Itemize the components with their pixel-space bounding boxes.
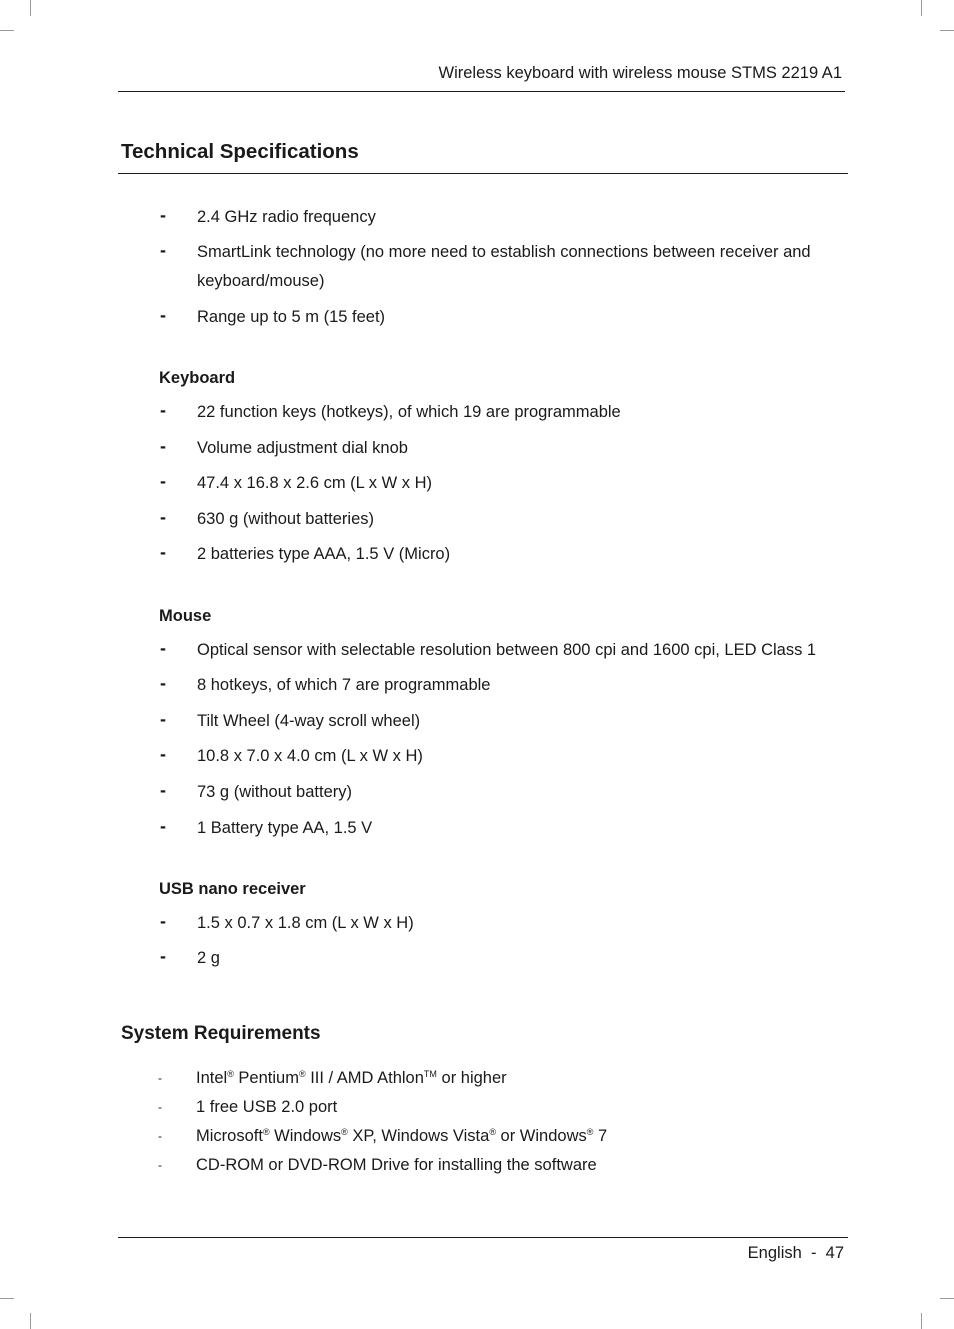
- subheading-mouse: Mouse: [159, 607, 212, 625]
- list-item: [159, 673, 829, 700]
- bullet-dash: -: [160, 638, 166, 658]
- requirement-item: [158, 1096, 828, 1118]
- subheading-usb-nano-receiver: USB nano receiver: [159, 880, 306, 898]
- list-item: [159, 400, 829, 427]
- list-item-text: 10.8 x 7.0 x 4.0 cm (L x W x H): [197, 747, 423, 765]
- bullet-dash: -: [160, 946, 166, 966]
- list-item: [159, 780, 829, 807]
- bullet-dash: -: [158, 1129, 162, 1143]
- requirement-item: [158, 1125, 828, 1147]
- section-title-rule: [118, 173, 848, 174]
- requirement-text-os: [196, 1127, 607, 1145]
- list-item: [159, 744, 829, 771]
- footer-rule: [118, 1237, 848, 1238]
- registered-mark: ®: [586, 1127, 594, 1137]
- footer-language: English: [747, 1244, 802, 1262]
- bullet-dash: -: [160, 205, 166, 225]
- crop-mark: [30, 0, 31, 16]
- bullet-dash: -: [160, 436, 166, 456]
- list-item-text: 73 g (without battery): [197, 783, 352, 801]
- registered-mark: ®: [298, 1069, 306, 1079]
- list-item-text: 47.4 x 16.8 x 2.6 cm (L x W x H): [197, 474, 433, 492]
- requirement-text-usb: 1 free USB 2.0 port: [196, 1098, 338, 1116]
- bullet-dash: -: [160, 816, 166, 836]
- crop-mark: [921, 0, 922, 16]
- list-item: [159, 240, 829, 296]
- text-or-higher: or higher: [441, 1069, 507, 1087]
- text-windows: Windows: [274, 1127, 342, 1145]
- bullet-dash: -: [160, 744, 166, 764]
- list-item: [159, 911, 829, 938]
- bullet-dash: -: [160, 471, 166, 491]
- list-item-text: 22 function keys (hotkeys), of which 19 are programmable: [197, 403, 621, 421]
- text-or-windows: or Windows: [500, 1127, 587, 1145]
- text-microsoft: Microsoft: [196, 1127, 263, 1145]
- bullet-dash: -: [160, 911, 166, 931]
- list-item: [159, 816, 829, 843]
- bullet-dash: -: [160, 542, 166, 562]
- list-item-text: 2.4 GHz radio frequency: [197, 208, 376, 226]
- text-seven: 7: [597, 1127, 608, 1145]
- subheading-keyboard: Keyboard: [159, 369, 236, 387]
- requirement-text-cpu: [196, 1069, 507, 1087]
- footer-separator: -: [810, 1244, 817, 1262]
- list-item-text: Optical sensor with selectable resolution between 800 cpi and 1600 cpi, LED Class 1: [197, 641, 817, 659]
- registered-mark: ®: [489, 1127, 496, 1137]
- list-item-text: 2 g: [197, 949, 220, 967]
- list-item: [159, 436, 829, 463]
- list-item: [159, 205, 829, 232]
- header-rule: [118, 91, 845, 92]
- list-item-text: SmartLink technology (no more need to establish connections between receiver and keyboard/mouse): [197, 243, 811, 290]
- bullet-dash: -: [160, 507, 166, 527]
- list-item-text: 1 Battery type AA, 1.5 V: [197, 819, 373, 837]
- requirement-item: [158, 1067, 828, 1089]
- crop-mark: [940, 30, 954, 31]
- list-item-text: Volume adjustment dial knob: [197, 439, 408, 457]
- crop-mark: [30, 1313, 31, 1329]
- page-number: 47: [825, 1244, 844, 1262]
- list-item-text: Tilt Wheel (4-way scroll wheel): [197, 712, 421, 730]
- list-item-text: 1.5 x 0.7 x 1.8 cm (L x W x H): [197, 914, 414, 932]
- crop-mark: [940, 1298, 954, 1299]
- list-item-text: Range up to 5 m (15 feet): [197, 308, 386, 326]
- crop-mark: [0, 1298, 14, 1299]
- bullet-dash: -: [160, 305, 166, 325]
- list-item-text: 8 hotkeys, of which 7 are programmable: [197, 676, 491, 694]
- text-amd-athlon: III / AMD Athlon: [310, 1069, 424, 1087]
- text-pentium: Pentium: [238, 1069, 299, 1087]
- trademark-mark: TM: [423, 1069, 437, 1079]
- list-item-text: 630 g (without batteries): [197, 510, 375, 528]
- list-item: [159, 471, 829, 498]
- page-footer: [748, 1242, 844, 1264]
- list-item: [159, 946, 829, 973]
- list-item: [159, 638, 829, 665]
- bullet-dash: -: [160, 709, 166, 729]
- running-header: Wireless keyboard with wireless mouse STMS 2219 A1: [438, 64, 842, 82]
- bullet-dash: -: [160, 673, 166, 693]
- section-title-technical-specifications: Technical Specifications: [121, 140, 359, 163]
- registered-mark: ®: [341, 1127, 348, 1137]
- registered-mark: ®: [262, 1127, 270, 1137]
- section-title-system-requirements: System Requirements: [121, 1023, 321, 1044]
- crop-mark: [921, 1313, 922, 1329]
- requirement-text-drive: CD-ROM or DVD-ROM Drive for installing the software: [196, 1156, 597, 1174]
- crop-mark: [0, 30, 14, 31]
- registered-mark: ®: [227, 1069, 234, 1079]
- list-item: [159, 542, 829, 569]
- list-item-text: 2 batteries type AAA, 1.5 V (Micro): [197, 545, 451, 563]
- bullet-dash: -: [158, 1158, 162, 1172]
- bullet-dash: -: [160, 240, 166, 260]
- bullet-dash: -: [158, 1100, 162, 1114]
- list-item: [159, 305, 829, 332]
- bullet-dash: -: [158, 1071, 162, 1085]
- text-xp-vista: XP, Windows Vista: [352, 1127, 490, 1145]
- bullet-dash: -: [160, 400, 166, 420]
- text-intel: Intel: [196, 1069, 228, 1087]
- list-item: [159, 507, 829, 534]
- requirement-item: [158, 1154, 828, 1176]
- bullet-dash: -: [160, 780, 166, 800]
- list-item: [159, 709, 829, 736]
